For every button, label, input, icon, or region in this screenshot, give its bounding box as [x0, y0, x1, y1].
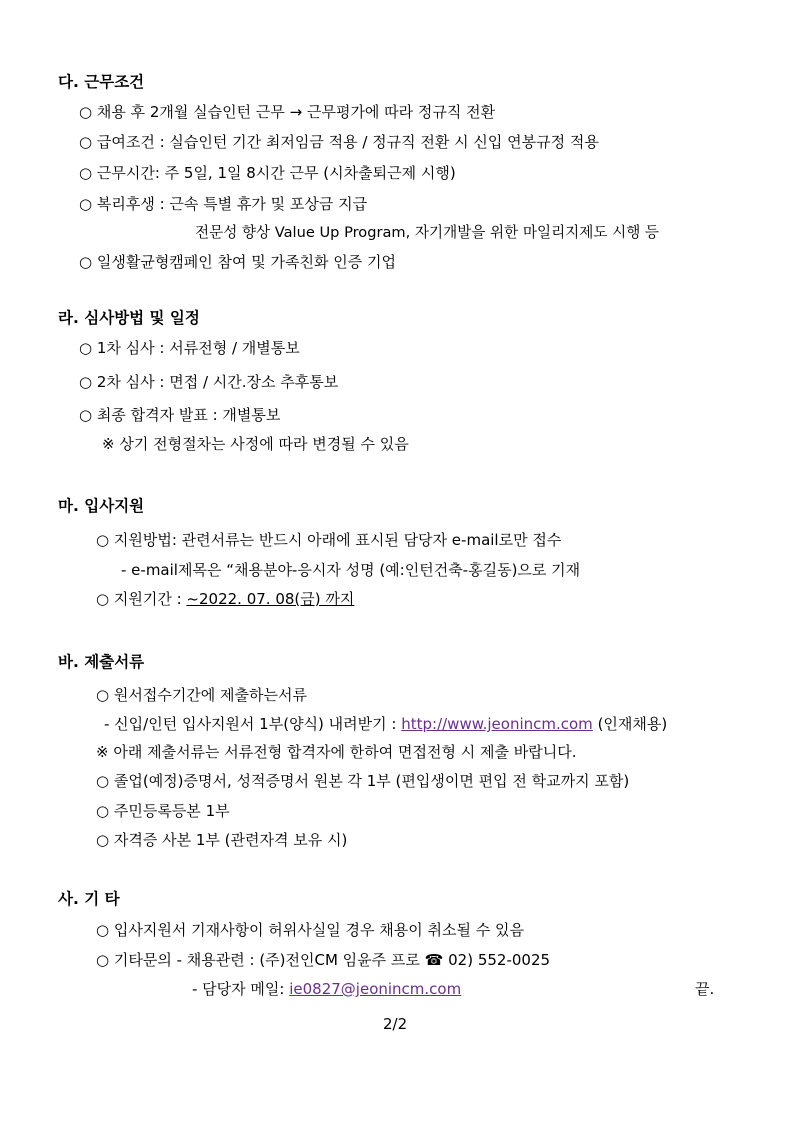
application-period-label: ○ 지원기간 :: [96, 590, 187, 608]
email-link[interactable]: ie0827@jeonincm.com: [289, 980, 462, 998]
section-title-documents: 바. 제출서류: [58, 653, 145, 671]
list-item: ○ 자격증 사본 1부 (관련자격 보유 시): [96, 831, 348, 849]
section-title-work-conditions: 다. 근무조건: [58, 73, 145, 91]
download-line: [104, 714, 667, 734]
list-item: ○ 졸업(예정)증명서, 성적증명서 원본 각 1부 (편입생이면 편입 전 학교까지 포함): [96, 772, 630, 790]
list-item: ○ 일생활균형캠페인 참여 및 가족친화 인증 기업: [79, 253, 397, 271]
list-item-sub: - e-mail제목은 “채용분야-응시자 성명 (예:인턴건축-홍길동)으로 기재: [121, 561, 581, 579]
end-mark: 끝.: [695, 980, 715, 998]
list-item: ○ 지원방법: 관련서류는 반드시 아래에 표시된 담당자 e-mail로만 접수: [96, 531, 562, 549]
section-title-application: 마. 입사지원: [58, 497, 145, 515]
download-suffix: (인재채용): [592, 715, 668, 733]
list-item: ○ 복리후생 : 근속 특별 휴가 및 포상금 지급: [79, 195, 368, 213]
list-item: ○ 2차 심사 : 면접 / 시간.장소 추후통보: [79, 373, 339, 391]
application-period-value: ~2022. 07. 08(금) 까지: [186, 590, 355, 608]
email-label: - 담당자 메일:: [192, 980, 290, 998]
list-item: ○ 최종 합격자 발표 : 개별통보: [79, 406, 281, 424]
list-item: ○ 1차 심사 : 서류전형 / 개별통보: [79, 339, 300, 357]
page-number: 2/2: [383, 1015, 408, 1033]
list-item: ○ 원서접수기간에 제출하는서류: [96, 686, 307, 704]
list-item-continuation: 전문성 향상 Value Up Program, 자기개발을 위한 마일리지제도 시행 등: [195, 224, 660, 241]
email-line: [192, 979, 461, 999]
section-title-screening: 라. 심사방법 및 일정: [58, 309, 200, 327]
section-title-other: 사. 기 타: [58, 890, 120, 908]
list-item: ○ 주민등록등본 1부: [96, 802, 230, 820]
download-label: - 신입/인턴 입사지원서 1부(양식) 내려받기 :: [104, 715, 402, 733]
note-item: ※ 상기 전형절차는 사정에 따라 변경될 수 있음: [102, 435, 409, 453]
website-link[interactable]: http://www.jeonincm.com: [401, 715, 593, 733]
list-item: ○ 입사지원서 기재사항이 허위사실일 경우 채용이 취소될 수 있음: [96, 921, 524, 939]
list-item: ○ 급여조건 : 실습인턴 기간 최저임금 적용 / 정규직 전환 시 신입 연봉규정 적용: [79, 133, 599, 151]
application-period: [96, 589, 354, 609]
contact-line: ○ 기타문의 - 채용관련 : (주)전인CM 임윤주 프로 ☎ 02) 552-0025: [96, 951, 551, 969]
note-item: ※ 아래 제출서류는 서류전형 합격자에 한하여 면접전형 시 제출 바랍니다.: [96, 743, 577, 761]
list-item: ○ 채용 후 2개월 실습인턴 근무 → 근무평가에 따라 정규직 전환: [79, 103, 496, 121]
list-item: ○ 근무시간: 주 5일, 1일 8시간 근무 (시차출퇴근제 시행): [79, 164, 456, 182]
